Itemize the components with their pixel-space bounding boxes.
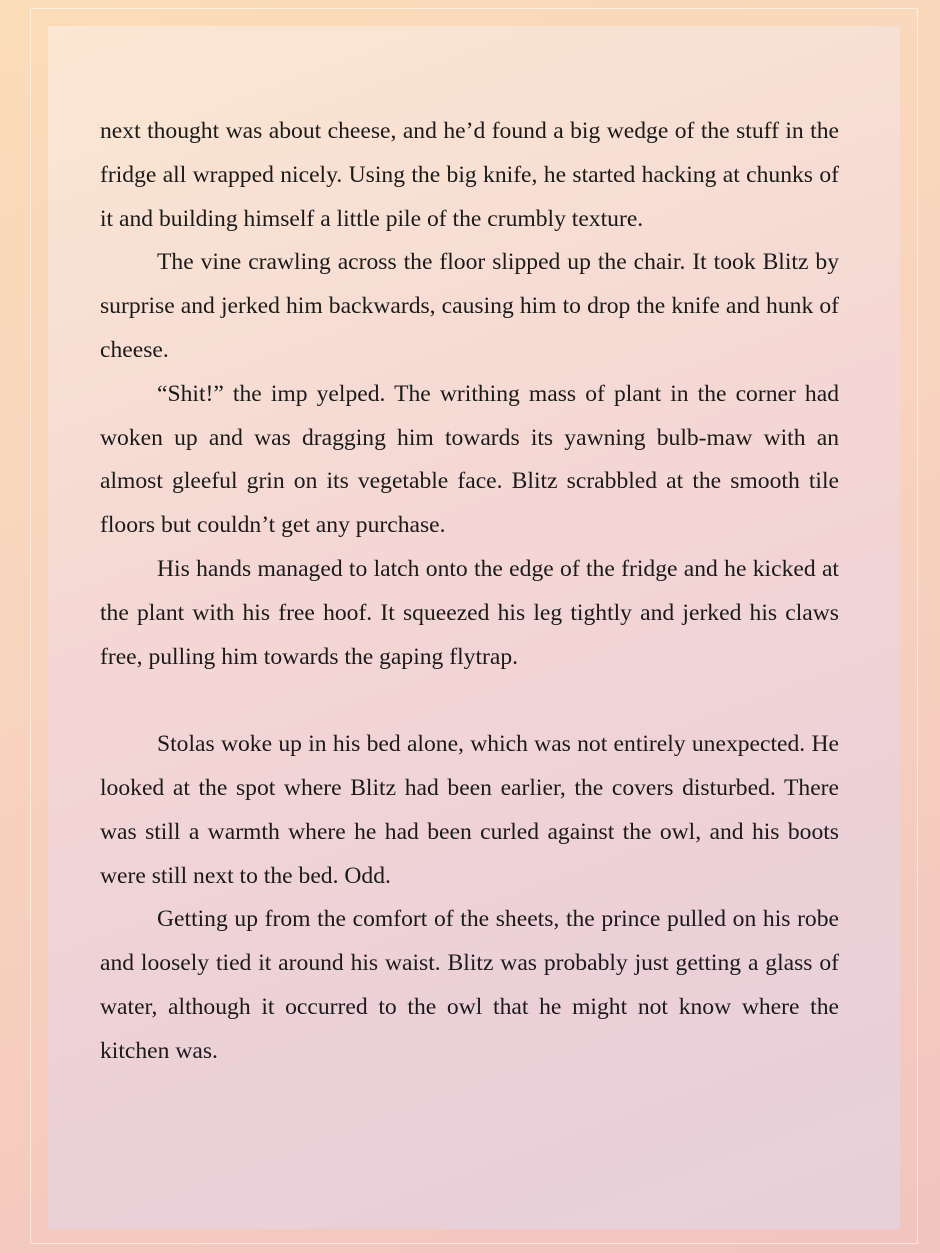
paragraph: His hands managed to latch onto the edge of the fridge and he kicked at the plant with his free hoof. It squeezed his leg tightly and jerked his claws free, pulling him towards the gaping flytrap.	[100, 555, 839, 670]
paragraph: Getting up from the comfort of the sheets, the prince pulled on his robe and loosely tied it around his waist. Blitz was probably just getting a glass of water, although it occurred to the owl that he might not know where the kitchen was.	[100, 906, 839, 1064]
paragraph: next thought was about cheese, and he’d found a big wedge of the stuff in the fridge all wrapped nicely. Using the big knife, he started hacking at chunks of it and building himself a little pile of the crumbly texture.	[100, 118, 839, 232]
paragraph: The vine crawling across the floor slipped up the chair. It took Blitz by surprise and jerked him backwards, causing him to drop the knife and hunk of cheese.	[100, 249, 839, 363]
story-text	[100, 110, 839, 1074]
section-break	[100, 679, 839, 723]
paragraph: “Shit!” the imp yelped. The writhing mass of plant in the corner had woken up and was dragging him towards its yawning bulb-maw with an almost gleeful grin on its vegetable face. Blitz scrabbled at the smooth tile floors but couldn’t get any purchase.	[100, 380, 839, 539]
paragraph: Stolas woke up in his bed alone, which was not entirely unexpected. He looked at the spot where Blitz had been earlier, the covers disturbed. There was still a warmth where he had been curled against the owl, and his boots were still next to the bed. Odd.	[100, 731, 839, 889]
book-page	[48, 26, 900, 1229]
